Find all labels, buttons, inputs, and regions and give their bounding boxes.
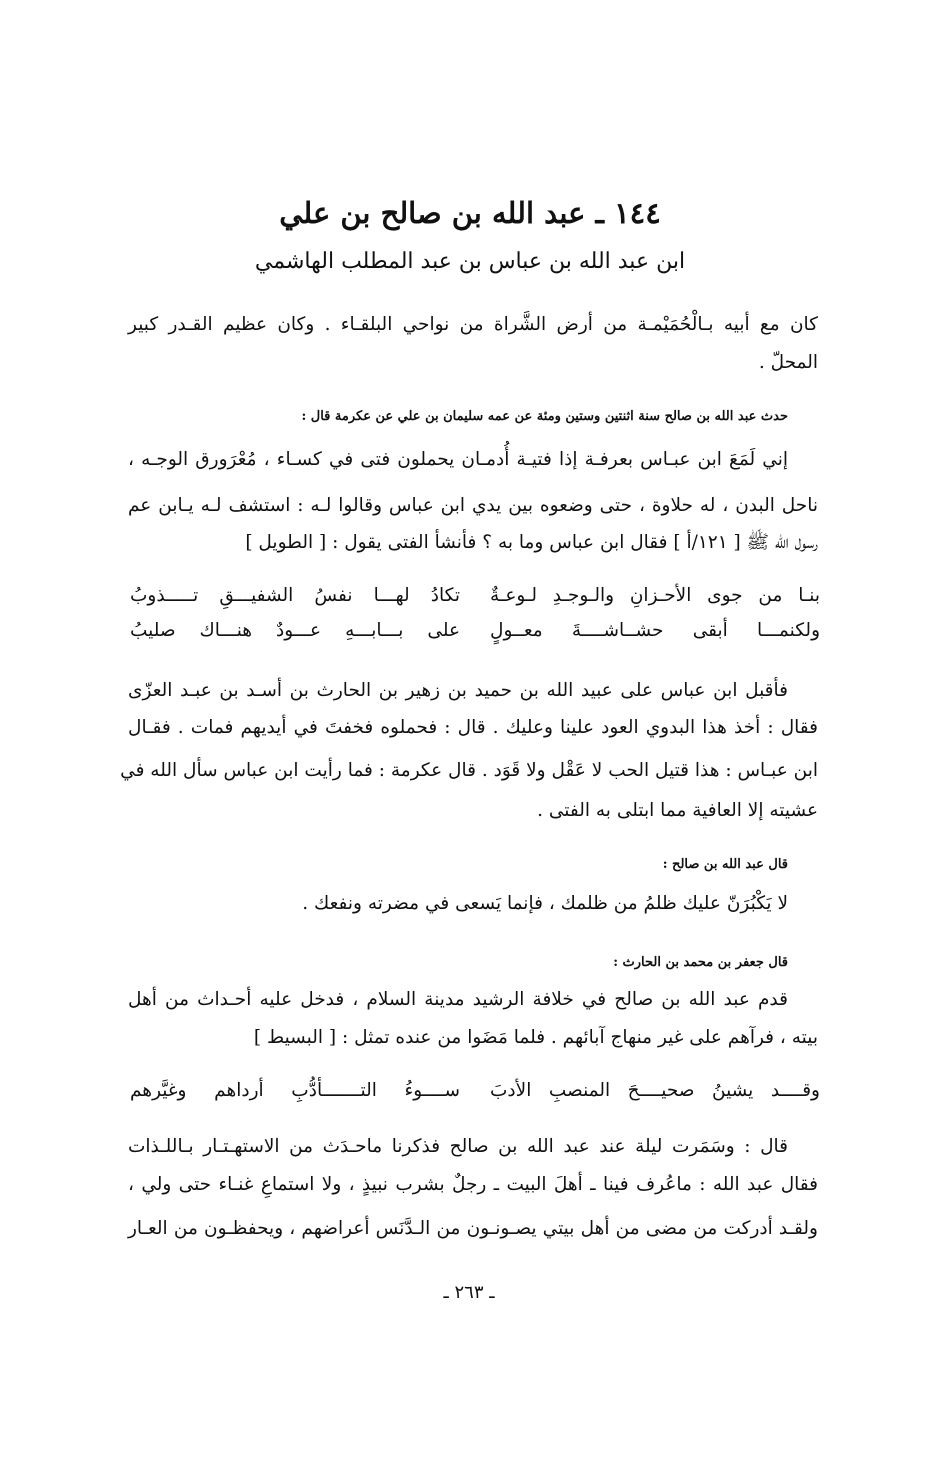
story-line: ولقـد أدركت من مضى من أهل بيتي يصـونـون من الـدَّنَس أعراضهم ، ويحفظـون من العـار (128, 1218, 818, 1239)
verse-first-hemistich: وقــــد يشينُ صحيــــحَ المنصبِ الأدبَ (490, 1080, 820, 1101)
story-line: بيته ، فرآهم على غير منهاج آبائهم . فلما مَضَوا من عنده تمثل : [ البسيط ] (253, 1027, 818, 1048)
verse-second-hemistich: على بـــابـــهِ عـــودٌ هنـــاك صليبُ (130, 620, 460, 641)
story-line: ناحل البدن ، له حلاوة ، حتى وضعوه بين يدي ابن عباس وقالوا لـه : استشف لـه يـابن عم (128, 495, 818, 516)
story-line: ابن عبـاس : هذا قتيل الحب لا عَقْل ولا قَوَد . قال عكرمة : فما رأيت ابن عباس سأل الله في (120, 760, 818, 781)
poem-verse (130, 620, 820, 650)
intro-line: المحلّ . (758, 352, 818, 373)
poem-verse (130, 1080, 820, 1110)
story-line: قدم عبد الله بن صالح في خلافة الرشيد مدينة السلام ، فدخل عليه أحـداث من أهل (128, 989, 788, 1010)
verse-second-hemistich: ســــوءُ التـــــــأدُّبِ أرداهم وغيَّرهم (130, 1080, 460, 1101)
page-number: ـ ٢٦٣ ـ (443, 1282, 495, 1303)
saying-line: لا يَكْبُرَنّ عليك ظلمُ من ظلمك ، فإنما يَسعى في مضرته ونفعك . (302, 893, 788, 914)
story-line: قال : وسَمَرت ليلة عند عبد الله بن صالح فذكرنا ماحـدَث من الاستهـتـار بـاللـذات (128, 1136, 788, 1157)
story-line: عشيته إلا العافية مما ابتلى به الفتى . (537, 800, 818, 821)
intro-line: كان مع أبيه بـالْحُمَيْمـة من أرض الشَّراة من نواحي البلقـاء . وكان عظيم القـدر كبير (128, 314, 818, 335)
isnad-line: قال جعفر بن محمد بن الحارث : (613, 955, 788, 970)
story-line: فأقبل ابن عباس على عبيد الله بن حميد بن زهير بن الحارث بن أسـد بن عبـد العزّى (128, 680, 788, 701)
verse-second-hemistich: تكادُ لهـــا نفسُ الشفيـــقِ تـــــذوبُ (130, 585, 460, 606)
isnad-line: قال عبد الله بن صالح : (662, 857, 788, 872)
story-line: فقال عبد الله : ماعُرف فينا ـ أهلَ البيت ـ رجلٌ بشرب نبيذٍ ، ولا استماعِ غنـاء حتى ولي ، (128, 1174, 818, 1195)
verse-first-hemistich: بنـا من جوى الأحـزانِ والـوجـدِ لـوعـةٌ (490, 585, 820, 606)
story-line: فقال : أخذ هذا البدوي العود علينا وعليك . قال : فحملوه فخفتَ في أيديهم فمات . فقـال (128, 717, 818, 738)
isnad-line: حدث عبد الله بن صالح سنة اثنتين وستين ومئة عن عمه سليمان بن علي عن عكرمة قال : (301, 409, 788, 424)
poem-verse (130, 585, 820, 615)
biography-title: ١٤٤ ـ عبد الله بن صالح بن علي (279, 196, 661, 230)
story-line: رسول الله ﷺ [ ١٢١/أ ] فقال ابن عباس وما به ؟ فأنشأ الفتى يقول : [ الطويل ] (245, 532, 818, 553)
biography-subtitle: ابن عبد الله بن عباس بن عبد المطلب الهاشمي (254, 249, 686, 274)
story-line: إني لَمَعَ ابن عبـاس بعرفـة إذا فتيـة أُدمـان يحملون فتى في كسـاء ، مُعْرَورق الوجـه ، (128, 449, 788, 470)
verse-first-hemistich: ولكنمـــا أبقى حشــاشــــةَ معــولٍ (490, 620, 820, 641)
